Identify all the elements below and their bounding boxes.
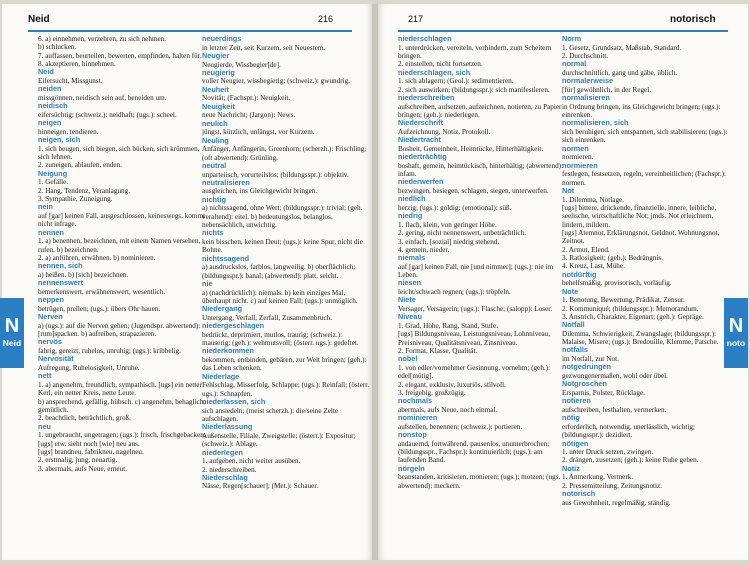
headword: niederschlagen, sich [398,67,471,77]
headword: Niveau [398,312,422,322]
headword: normalerweise [562,76,614,86]
headword: Niete [398,295,416,305]
headword: neidisch [38,101,68,111]
left-page-number: 216 [318,14,334,24]
left-thumb-index-tab [0,298,24,368]
definition-text: herzig; (ugs.): goldig; (emotional): süß. [398,203,512,212]
headword: niederwerfen [398,177,444,187]
headword: nennen, sich [38,261,83,271]
definition-text: 1. ungebraucht, ungetragen; (ugs.): frisch, frischgebacken. [38,431,206,440]
definition-text: Ersparnis, Polster, Rücklage. [562,388,645,397]
definition-text: Aufzeichnung, Notiz, Protokoll. [398,127,491,136]
left-thumb-letter: N [4,315,20,337]
right-column-2 [562,35,730,550]
right-page [378,4,748,560]
headword: Neuheit [202,84,229,94]
headword: Niederlassung [202,422,253,432]
definition-text: durchschnittlich, gang und gäbe, üblich. [562,68,678,77]
headword: neulich [202,118,228,128]
headword: neutralisieren [202,177,250,187]
definition-text: 7. auffassen, beurteilen, bewerten, empfinden, halten für. [38,51,202,60]
headword: Niedergang [202,304,243,314]
definition-text: 2. beachtlich, beträchtlich, groß. [38,414,131,423]
headword: notieren [562,396,591,406]
headword: Notiz [562,463,580,473]
right-thumb-letter: N [728,315,744,337]
definition-text: bemerkenswert, erwähnenswert, wesentlich. [38,287,166,296]
definition-text: fahrig, gereizt, ruhelos, unruhig; (ugs.): kribbelig. [38,346,181,355]
left-thumb-label: Neid [2,338,22,348]
right-column-1 [398,35,566,550]
definition-text: aus Gewohnheit, regelmäßig, ständig. [562,498,671,507]
definition-text: 3. Anstrich, Charakter, Eigenart; (geh.): Gepräge. [562,312,704,321]
definition-text: normieren. [562,153,594,162]
headword: nie [202,278,213,288]
definition-text: bedrückt, deprimiert, mutlos, traurig; (schweiz.): mauserig; (geh.): wehmutsvoll; (österr. ugs.): gedeftet. [202,330,359,348]
headword: niedrig [398,211,423,221]
headword: nervös [38,337,62,347]
right-thumb-index-tab [724,298,748,368]
definition-text: jüngst, kürzlich, unlängst, vor Kurzem. [202,128,315,137]
right-header-rule [398,30,728,32]
left-header-rule [28,30,352,32]
definition-text: festlegen, festsetzen, regeln, vereinheitlichen; (Fachspr.): normen. [562,170,727,187]
definition-text: 1. flach, klein, von geringer Höhe. [398,220,497,229]
definition-text: 2. Kommuniqué; (bildungsspr.): Memorandum. [562,304,699,313]
definition-text: 2. sich auswirken; (bildungsspr.): sich manifestieren. [398,85,550,94]
definition-text: 2. a) anführen, erwähnen. b) nominieren. [38,253,156,262]
definition-text: a) heißen. b) [sich] bezeichnen. [38,270,129,279]
headword: neu [38,421,51,431]
headword: nennen [38,227,64,237]
definition-text: 1. sich ablagern; (Geol.): sedimentieren. [398,77,514,86]
definition-text: Fehlschlag, Misserfolg, Schlappe; (ugs.): Reinfall; (österr. ugs.): Schnapfen. [202,381,370,398]
definition-text: [ugs] bittere, drückende, finanzielle, innere, leibliche, seelische, wirtschaftliche Not; jmds. Not erleichtern, lindern, mildern. [562,203,717,229]
definition-text: eifersüchtig; (schweiz.): neidhaft; (ugs.): scheel. [38,110,177,119]
definition-text: kein bisschen, keinen Deut; (ugs.): keine Spur, nicht die Bohne. [202,238,363,255]
headword: notdürftig [562,269,597,279]
headword: Norm [562,35,582,43]
headword: Not [562,185,575,195]
definition-text: 1. a) angenehm, freundlich, sympathisch. [ugs] ein netter Kerl, ein netter Kreis, nette Leute. [38,380,202,398]
headword: Note [562,286,579,296]
definition-text: 1. von edler/vornehmer Gesinnung, vornehm; (geh.): edel[mütig]. [398,363,551,381]
definition-text: a) (nachdrücklich): niemals. b) kein einziges Mal, überhaupt nicht. c) auf keinen Fall; (ugs.): unmöglich. [202,288,358,305]
definition-text: ausgleichen, ins Gleichgewicht bringen. [202,187,318,196]
headword: Neid [38,67,54,77]
definition-text: a) (ugs.): auf die Nerven gehen; (Jugendspr. abwertend): [rum]spacken. b) aufreiben, strapazieren. [38,321,201,339]
right-page-number: 217 [408,14,424,24]
headword: Niedertracht [398,135,441,145]
headword: niederkommen [202,346,254,356]
headword: Niederschrift [398,118,444,128]
headword: Niederlage [202,371,240,381]
definition-text: andauernd, fortwährend, pausenlos, ununterbrochen; (bildungsspr., Fachspr.): kontinuierlich; (ugs.): am laufenden Band. [398,439,550,465]
definition-text: 1. Dilemma, Notlage. [562,195,625,204]
definition-text: 1. unter Druck setzen, zwingen. [562,448,654,457]
headword: neppen [38,295,64,305]
headword: neuerdings [202,35,242,43]
left-header-word: Neid [28,14,50,25]
definition-text: [ugs] Bildungsniveau, Leistungsniveau, Lohnniveau, Preisniveau, Qualitätsniveau, Zinsniveau. [398,330,551,347]
definition-text: Nässe, Regen[schauer]; (Met.): Schauer. [202,482,319,491]
headword: notgedrungen [562,362,612,372]
definition-text: bekommen, entbinden, gebären, zur Welt bringen; (geh.): das Leben schenken. [202,356,367,373]
definition-text: a) nichtssagend, ohne Wert; (bildungsspr.): trivial; (geh. veraltend): eitel. b) bedeutungslos, belanglos, nebensächlich, unwichtig. [202,204,363,230]
headword: neugierig [202,67,235,77]
headword: niesen [398,278,422,288]
definition-text: hinneigen, tendieren. [38,127,99,136]
definition-text: Dilemma, Schwierigkeit, Zwangslage; (bildungsspr.): Malaise, Misere; (ugs.): Bredouille, Klemme, Patsche. [562,329,719,347]
headword: Neigung [38,168,68,178]
headword: Neuling [202,135,229,145]
headword: Neuigkeit [202,101,235,111]
headword: neiden [38,84,62,94]
definition-text: abermals, aufs Neue, noch einmal. [398,405,498,414]
headword: nichtig [202,194,226,204]
definition-text: 2. Armut, Elend. [562,245,610,254]
definition-text: [ugs] etw. sieht noch [wie] neu aus. [38,439,140,448]
definition-text: a) ausdruckslos, farblos, langweilig. b) oberflächlich; (bildungsspr.): banal; (abwertend): platt, seicht. [202,263,356,280]
headword: nett [38,371,52,381]
definition-text: [für] gewöhnlich, in der Regel. [562,85,652,94]
definition-text: 1. a) benennen, bezeichnen, mit einem Namen versehen, rufen. b) bezeichnen. [38,237,201,254]
definition-text: 1. Anmerkung, Vermerk. [562,473,634,482]
definition-text: sich beruhigen, sich entspannen, sich stabilisieren; (ugs.): sich einrenken. [562,128,728,145]
definition-text: Anfänger, Anfängerin, Greenhorn; (scherzh.): Frischling; (oft abwertend): Grünling. [202,145,367,162]
headword: Niederschlag [202,472,248,482]
headword: Nervosität [38,354,74,364]
headword: nötig [562,413,580,423]
definition-text: Aufregung, Ruhelosigkeit, Unruhe. [38,363,140,372]
headword: niederlegen [202,447,243,457]
definition-text: b) schlucken. [38,43,77,52]
definition-text: behelfsmäßig, provisorisch, vorläufig. [562,279,672,288]
definition-text: 6. a) einnehmen, verzehren, zu sich nehmen. [38,35,167,43]
definition-text: aufschreiben, aufsetzen, aufzeichnen, notieren, zu Papier bringen; (geh.): niederlegen. [398,102,562,119]
headword: niederschlagen [398,35,452,43]
headword: nein [38,202,53,212]
headword: normal [562,59,587,69]
definition-text: neue Nachricht; (Jargon): News. [202,111,296,120]
definition-text: missgönnen, neidisch sein auf, beneiden um. [38,93,167,102]
headword: nominieren [398,413,438,423]
definition-text: 2. erstmalig, jung, neuartig. [38,456,118,465]
headword: nichtssagend [202,253,250,263]
definition-text: 3. Ratlosigkeit; (geh.): Bedrängnis. [562,253,664,262]
headword: nörgeln [398,463,425,473]
definition-text: 8. akzeptieren, hinnehmen. [38,60,116,69]
definition-text: voller Neugier, wissbegierig; (schweiz.): gwundrig. [202,77,351,86]
left-column-1 [38,35,206,550]
definition-text: 2. drängen, zusetzen; (geh.): keine Ruhe geben. [562,456,699,465]
definition-text: leicht/schwach regnen; (ugs.): tröpfeln. [398,288,511,297]
definition-text: 3. Sympathie, Zuneigung. [38,195,113,204]
definition-text: 2. gering, nicht nennenswert, unbeträchtlich. [398,229,527,238]
definition-text: [ugs] Atemnot, Erklärungsnot, Geldnot, Wohnungsnot, Zeitnot. [562,228,720,246]
definition-text: 2. zuneigen, ablaufen, enden. [38,161,123,170]
headword: neigen, sich [38,135,81,145]
definition-text: 2. Pressemitteilung, Zeitungsnotiz. [562,481,663,490]
definition-text: 2. niederschreiben. [202,465,257,474]
definition-text: boshaft, gemein, heimtückisch, hinterhältig; (abwertend): infam. [398,161,564,178]
definition-text: 1. sich beugen, sich biegen, sich bücken, sich krümmen, sich lehnen. [38,144,200,162]
definition-text: 2. Format, Klasse, Qualität. [398,346,478,355]
definition-text: 1. unterdrücken, vereiteln, verhindern, zum Scheitern bringen. [398,43,552,60]
headword: nennenswert [38,278,84,288]
definition-text: unparteiisch, vorurteilslos; (bildungsspr.): objektiv. [202,170,349,179]
definition-text: b) ansprechend, gefällig, hübsch. c) angenehm, behaglich, gemütlich. [38,397,206,414]
definition-text: Eifersucht, Missgunst. [38,76,103,85]
definition-text: [ugs] brandneu, fabrikneu, nagelneu. [38,447,144,456]
definition-text: Novität; (Fachspr.): Neuigkeit. [202,94,291,103]
headword: normalisieren [562,93,610,103]
left-column-2 [202,35,370,550]
headword: niedergeschlagen [202,321,265,331]
headword: normieren [562,160,598,170]
definition-text: aufschreiben, festhalten, vermerken. [562,405,667,414]
right-thumb-label: noto [726,338,746,348]
definition-text: 1. Grad, Höhe, Rang, Stand, Stufe. [398,321,499,330]
headword: Neugier [202,50,230,60]
headword: neutral [202,160,227,170]
definition-text: 2. Hang, Tendenz, Veranlagung. [38,186,131,195]
definition-text: bezwingen, besiegen, schlagen, siegen, unterwerfen. [398,186,549,195]
definition-text: in Ordnung bringen, ins Gleichgewicht bringen; (ugs.): einrenken. [562,102,721,120]
definition-text: 1. Gefälle. [38,178,69,187]
definition-text: betrügen, prellen; (ugs.): übers Ohr hauen. [38,304,161,313]
definition-text: 4. gemein, nieder. [398,245,450,254]
definition-text: 4. Kreuz, Last, Mühe. [562,262,625,271]
headword: Notgroschen [562,379,607,389]
headword: normen [562,143,589,153]
definition-text: 3. freigebig, großzügig. [398,388,466,397]
headword: nichts [202,228,224,238]
definition-text: in letzter Zeit, seit Kurzem, seit Neuestem. [202,43,326,52]
definition-text: sich ansiedeln; (meist scherzh.): die/seine Zelte aufschlagen. [202,406,339,423]
definition-text: 1. aufgeben, nicht weiter ausüben. [202,457,301,466]
definition-text: 3. abermals, aufs Neue, erneut. [38,464,128,473]
definition-text: gezwungenermaßen, wohl oder übel. [562,372,668,380]
definition-text: Untergang, Verfall, Zerfall, Zusammenbruch. [202,313,333,322]
definition-text: 1. Benotung, Bewertung, Prädikat, Zensur. [562,296,685,305]
headword: nonstop [398,430,427,440]
definition-text: beanstanden, kritisieren, monieren; (ugs.): motzen; (ugs. abwertend): meckern. [398,473,561,490]
headword: Nerven [38,312,63,322]
headword: niederlassen, sich [202,397,266,407]
headword: notorisch [562,489,596,499]
definition-text: Bosheit, Gemeinheit, Heimtücke, Hinterhältigkeit. [398,144,544,153]
definition-text: 1. Gesetz, Grundsatz, Maßstab, Standard. [562,43,682,52]
definition-text: 3. einfach, [sozial] niedrig stehend. [398,237,500,246]
right-header-word: notorisch [670,14,716,25]
left-page [2,4,372,560]
definition-text: 2. elegant, exklusiv, luxuriös, stilvoll. [398,380,506,389]
definition-text: auf [gar] keinen Fall, nie [und nimmer]; (ugs.): nie im Leben. [398,262,554,280]
definition-text: 2. einstellen, nicht fortsetzen. [398,60,483,69]
headword: niederschreiben [398,92,455,102]
headword: notfalls [562,345,588,355]
headword: Notfall [562,320,585,330]
definition-text: auf [gar] keinen Fall, ausgeschlossen, keineswegs, kommt nicht infrage. [38,211,206,229]
headword: niemals [398,253,426,263]
definition-text: Versager, Versagerin; (ugs.): Flasche; (salopp): Loser. [398,305,553,313]
definition-text: im Notfall, zur Not. [562,355,619,364]
headword: niedlich [398,194,426,204]
headword: nötigen [562,438,589,448]
headword: niederträchtig [398,152,447,162]
definition-text: aufstellen, benennen; (schweiz.): portieren. [398,422,523,431]
definition-text: Außenstelle, Filiale, Zweigstelle; (österr.): Expositur; (schweiz.): Ablage. [202,431,356,449]
definition-text: erforderlich, notwendig, unerlässlich, wichtig; (bildungsspr.): dezidiert. [562,422,695,440]
definition-text: 2. Durchschnitt. [562,51,609,60]
headword: neigen [38,118,62,128]
headword: nobel [398,354,418,364]
headword: normalisieren, sich [562,118,629,128]
definition-text: Neugierde, Wissbegier[de]. [202,60,281,69]
headword: nochmals [398,396,433,406]
